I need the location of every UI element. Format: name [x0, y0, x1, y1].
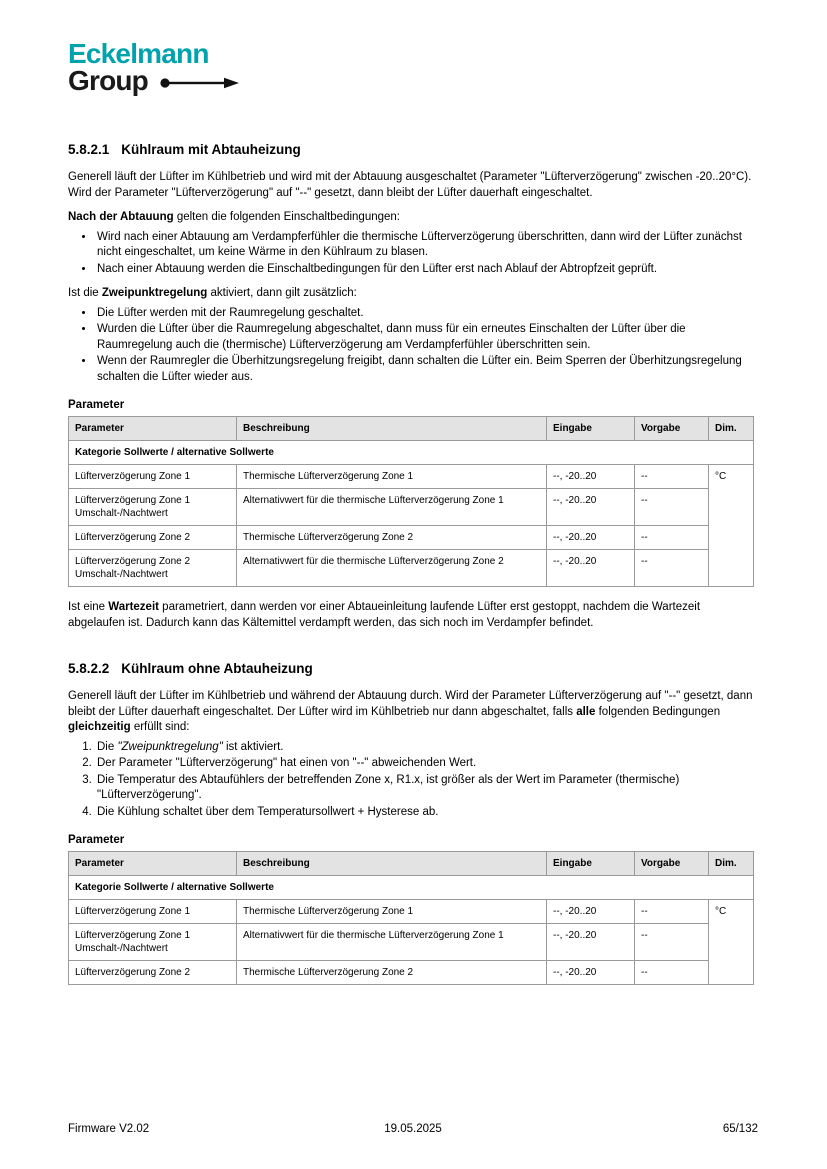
table-cell: Lüfterverzögerung Zone 1 — [69, 900, 237, 924]
table-cell: --, -20..20 — [547, 526, 635, 550]
table-header-cell: Parameter — [69, 417, 237, 441]
section-heading-5-8-2-1 — [68, 142, 758, 157]
table-cell: Lüfterverzögerung Zone 2 — [69, 526, 237, 550]
text-run: Ist die — [68, 287, 102, 299]
table-category-row — [69, 876, 754, 900]
table-cell: -- — [635, 900, 709, 924]
bullet-list-two-point-rules — [68, 306, 758, 386]
table-category-row — [69, 441, 754, 465]
bullet-list-defrost-conditions — [68, 230, 758, 278]
footer-page-number: 65/132 — [722, 1123, 758, 1135]
table-header-cell: Eingabe — [547, 417, 635, 441]
table-header-cell: Beschreibung — [237, 852, 547, 876]
section-number: 5.8.2.1 — [68, 142, 110, 157]
table-cell: Lüfterverzögerung Zone 2 Umschalt-/Nachtwert — [69, 550, 237, 587]
table-header-cell: Eingabe — [547, 852, 635, 876]
paragraph-two-point-control — [68, 286, 758, 302]
eckelmann-group-logo — [68, 40, 758, 94]
numbered-list-conditions — [68, 740, 758, 821]
section-title: Kühlraum mit Abtauheizung — [121, 142, 301, 157]
section-number: 5.8.2.2 — [68, 661, 110, 676]
table-cell: Lüfterverzögerung Zone 1 Umschalt-/Nachtwert — [69, 924, 237, 961]
table-cell: --, -20..20 — [547, 550, 635, 587]
bold-run: Zweipunktregelung — [101, 287, 208, 299]
table-cell: --, -20..20 — [547, 924, 635, 961]
table-row — [69, 489, 754, 526]
list-item: 3. Die Temperatur des Abtaufühlers der betreffenden Zone x, R1.x, ist größer als der Wert im Parameter (thermische) "Lüfterverzögerung". — [95, 773, 758, 804]
parameter-heading-1: Parameter — [68, 399, 125, 411]
table-row — [69, 961, 754, 985]
table-category-cell: Kategorie Sollwerte / alternative Sollwerte — [69, 441, 754, 465]
table-header-cell: Vorgabe — [635, 852, 709, 876]
table-cell: Alternativwert für die thermische Lüfterverzögerung Zone 1 — [237, 489, 547, 526]
table-cell: -- — [635, 526, 709, 550]
logo-arrow-icon — [160, 76, 244, 90]
text-run: parametriert, dann werden vor einer Abtaueinleitung laufende Lüfter erst gestoppt, nachdem die Wartezeit abgelaufen ist. Dadurch kann das Kältemittel verdampft werden, das sich noch im Verdampfer befindet. — [68, 601, 701, 629]
table-header-cell: Dim. — [709, 852, 754, 876]
text-run: gelten die folgenden Einschaltbedingungen: — [173, 211, 400, 223]
text-run: ist aktiviert. — [222, 740, 284, 753]
table-row — [69, 465, 754, 489]
list-item — [95, 740, 758, 756]
table-header-row — [69, 417, 754, 441]
table-cell: Lüfterverzögerung Zone 1 — [69, 465, 237, 489]
list-item: • Wurden die Lüfter über die Raumregelung abgeschaltet, dann muss für ein erneutes Einschalten der Lüfter über die Raumregelung auch die (thermische) Lüfterverzögerung am Verdampferfühler überschritten sein. — [95, 322, 758, 353]
table-cell: --, -20..20 — [547, 465, 635, 489]
table-cell-dim: °C — [709, 900, 754, 985]
table-cell: -- — [635, 550, 709, 587]
table-row — [69, 900, 754, 924]
logo-row — [68, 67, 758, 94]
list-item: 2. Der Parameter "Lüfterverzögerung" hat einen von "--" abweichenden Wert. — [95, 756, 758, 772]
bold-run: Nach der Abtauung — [68, 211, 174, 223]
bold-run: Wartezeit — [108, 601, 159, 613]
table-cell-dim: °C — [709, 465, 754, 587]
list-item: 4. Die Kühlung schaltet über dem Temperatursollwert + Hysterese ab. — [95, 805, 758, 821]
list-item: • Wird nach einer Abtauung am Verdampferfühler die thermische Lüfterverzögerung überschritten, dann wird der Lüfter zunächst nicht eingeschaltet, um keine Wärme in den Kühlraum zu blasen. — [95, 230, 758, 261]
table-row — [69, 550, 754, 587]
table-cell: -- — [635, 465, 709, 489]
paragraph-intro: Generell läuft der Lüfter im Kühlbetrieb und wird mit der Abtauung ausgeschaltet (Parameter "Lüfterverzögerung" zwischen -20..20°C). Wird der Parameter "Lüfterverzögerung" auf "--" gesetzt, dann bleibt der Lüfter dauerhaft eingeschaltet. — [68, 171, 752, 199]
bold-run: gleichzeitig — [68, 721, 131, 733]
table-cell: --, -20..20 — [547, 489, 635, 526]
table-cell: Thermische Lüfterverzögerung Zone 2 — [237, 961, 547, 985]
table-header-cell: Dim. — [709, 417, 754, 441]
parameter-table-2 — [68, 851, 754, 985]
text-run: Ist eine — [68, 601, 109, 613]
table-header-cell: Beschreibung — [237, 417, 547, 441]
section-title: Kühlraum ohne Abtauheizung — [121, 661, 313, 676]
paragraph-wait-time — [68, 600, 758, 631]
paragraph-after-defrost — [68, 210, 758, 226]
table-category-cell: Kategorie Sollwerte / alternative Sollwerte — [69, 876, 754, 900]
text-run: aktiviert, dann gilt zusätzlich: — [207, 287, 357, 299]
table-cell: Alternativwert für die thermische Lüfterverzögerung Zone 1 — [237, 924, 547, 961]
table-cell: -- — [635, 961, 709, 985]
table-header-cell: Vorgabe — [635, 417, 709, 441]
text-run: Die — [97, 740, 118, 753]
table-cell: --, -20..20 — [547, 900, 635, 924]
table-cell: --, -20..20 — [547, 961, 635, 985]
parameter-table-1 — [68, 416, 754, 587]
table-header-row — [69, 852, 754, 876]
logo-wordmark-eckelmann: Eckelmann — [68, 38, 209, 69]
table-row — [69, 924, 754, 961]
table-row — [69, 526, 754, 550]
page-footer — [68, 1123, 758, 1135]
list-item: • Nach einer Abtauung werden die Einschaltbedingungen für den Lüfter erst nach Ablauf der Abtropfzeit geprüft. — [95, 262, 758, 278]
text-run: Generell läuft der Lüfter im Kühlbetrieb und während der Abtauung durch. Wird der Parameter Lüfterverzögerung auf "--" gesetzt, dann bleibt der Lüfter dauerhaft eingeschaltet. Der Lüfter wird im Kühlbetrieb nur dann abgeschaltet, falls — [68, 690, 753, 718]
table-cell: -- — [635, 489, 709, 526]
footer-firmware-version: Firmware V2.02 — [68, 1123, 150, 1135]
italic-run: "Zweipunktregelung" — [117, 740, 223, 753]
list-item: • Die Lüfter werden mit der Raumregelung geschaltet. — [95, 306, 758, 322]
table-cell: Thermische Lüfterverzögerung Zone 1 — [237, 465, 547, 489]
table-cell: Lüfterverzögerung Zone 1 Umschalt-/Nachtwert — [69, 489, 237, 526]
table-cell: Alternativwert für die thermische Lüfterverzögerung Zone 2 — [237, 550, 547, 587]
parameter-heading-2: Parameter — [68, 834, 125, 846]
text-run: erfüllt sind: — [130, 721, 190, 733]
table-cell: Thermische Lüfterverzögerung Zone 1 — [237, 900, 547, 924]
bold-run: alle — [576, 705, 596, 718]
section-heading-5-8-2-2 — [68, 661, 758, 676]
table-cell: -- — [635, 924, 709, 961]
logo-wordmark-group: Group — [68, 65, 148, 96]
table-cell: Lüfterverzögerung Zone 2 — [69, 961, 237, 985]
text-run: folgenden Bedingungen — [595, 705, 721, 718]
footer-date: 19.05.2025 — [384, 1123, 442, 1135]
list-item: • Wenn der Raumregler die Überhitzungsregelung freigibt, dann schalten die Lüfter ein. Beim Sperren der Überhitzungsregelung schalten die Lüfter wieder aus. — [95, 354, 758, 385]
table-cell: Thermische Lüfterverzögerung Zone 2 — [237, 526, 547, 550]
paragraph-intro-2 — [68, 689, 758, 736]
table-header-cell: Parameter — [69, 852, 237, 876]
